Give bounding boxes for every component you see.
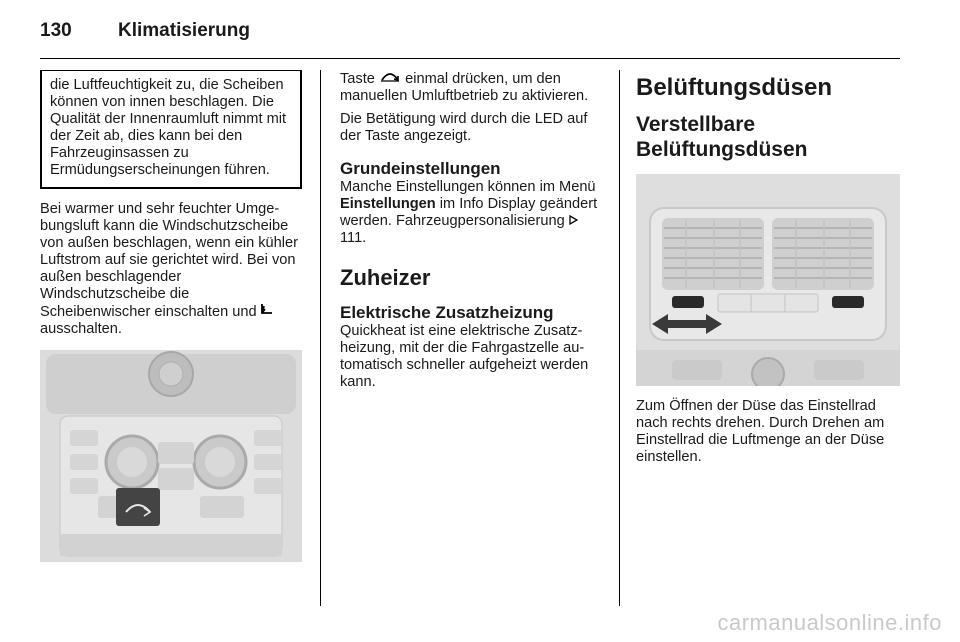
page-reference-icon <box>569 213 578 229</box>
watermark: carmanualsonline.info <box>717 610 942 635</box>
heading-grundeinstellungen: Grundeinstellungen <box>340 159 501 178</box>
paragraph-windshield-text: Bei warmer und sehr feuchter Umgebungsluft kann die Windschutzscheibe von außen beschlagen, wenn ein kühler Luftstrom auf sie gerichtet wird. Bei von außen beschlagender Windschutzscheibe die Scheibenwischer einschalten und <box>40 201 298 320</box>
heading-zuheizer: Zuheizer <box>340 265 431 290</box>
settings-text-end: im Info Display geändert werden. Fahrzeugpersonalisierung <box>340 196 598 229</box>
settings-menu-name: Einstellungen <box>340 196 436 212</box>
paragraph-recirculation <box>340 70 602 105</box>
wiper-switch-icon <box>261 303 273 320</box>
paragraph-windshield-end: ausschalten. <box>40 321 122 337</box>
column-2 <box>340 70 602 397</box>
column-separator-2 <box>619 70 620 606</box>
header-rule <box>40 58 900 59</box>
note-text: die Luftfeuchtigkeit zu, die Scheiben können von innen beschlagen. Die Qualität der Innenraumluft nimmt mit der Zeit ab, dies kann bei den Fahrzeuginsassen zu Ermüdungserscheinungen führen. <box>50 77 287 178</box>
recirculation-text-start: Taste <box>340 71 375 87</box>
paragraph-settings <box>340 179 602 247</box>
paragraph-windshield <box>40 201 302 338</box>
column-3 <box>636 70 900 472</box>
settings-page-ref: 111. <box>340 230 367 246</box>
column-1 <box>40 70 302 562</box>
paragraph-quickheat: Quickheat ist eine elektrische Zusatzheizung, mit der die Fahrgastzelle automatisch schneller aufgeheizt werden kann. <box>340 323 589 390</box>
recirculation-text-end: einmal drücken, um den manuellen Umluftbetrieb zu aktivieren. <box>340 71 589 104</box>
page-number: 130 <box>40 20 72 41</box>
paragraph-vent-adjust: Zum Öffnen der Düse das Einstellrad nach rechts drehen. Durch Drehen am Einstellrad die Luftmenge an der Düse einstellen. <box>636 398 885 465</box>
air-vents-figure <box>636 174 900 386</box>
heading-belueftungsduesen: Belüftungsdüsen <box>636 74 832 101</box>
air-recirculation-icon <box>379 70 405 87</box>
heading-elektrische-zusatzheizung: Elektrische Zusatzheizung <box>340 303 554 322</box>
note-box <box>40 70 302 189</box>
heading-verstellbare-belueftungsduesen: Verstellbare Belüftungsdüsen <box>636 113 808 161</box>
climate-control-panel-figure <box>40 350 302 562</box>
page-title: Klimatisierung <box>118 20 250 41</box>
settings-text-start: Manche Einstellungen können im Menü <box>340 179 596 195</box>
paragraph-led: Die Betätigung wird durch die LED auf der Taste angezeigt. <box>340 111 588 144</box>
column-separator-1 <box>320 70 321 606</box>
